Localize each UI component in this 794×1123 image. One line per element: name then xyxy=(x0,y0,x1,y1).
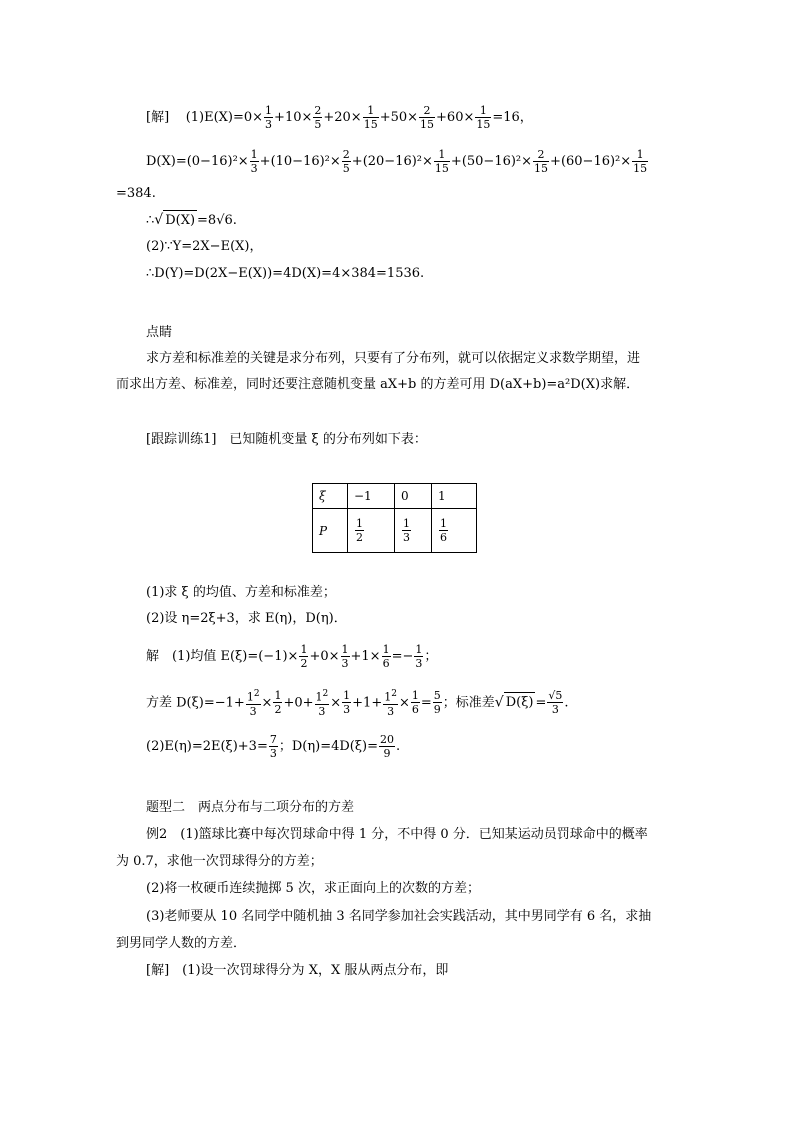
practice-question-1: (1)求 ξ 的均值、方差和标准差； xyxy=(146,585,336,600)
solution-line-2: D(X)=(0−16)²× $\frac{1}{3}$ +(10−16)²× $\frac{2}{5}$ +(20−16)²× $\frac{1}{15}$ +(50−16)²× $\frac{2}{15}$ +(60−16)²× $\frac{1}{15}$ xyxy=(146,148,648,175)
table-cell: −1 xyxy=(348,484,395,509)
dianjing-paragraph-1: 求方差和标准差的关键是求分布列，只要有了分布列，就可以依据定义求数学期望，进 xyxy=(146,351,641,366)
dianjing-paragraph-2: 而求出方差、标准差，同时还要注意随机变量 aX+b 的方差可用 D(aX+b)=a²D(X)求解． xyxy=(116,377,640,392)
practice-answer-1: 解 (1)均值 E(ξ)=(−1)× $\frac{1}{2}$ +0× $\frac{1}{3}$ +1× $\frac{1}{6}$ =− $\frac{1}{3}$ ； xyxy=(146,643,438,670)
example-line-4: (3)老师要从 10 名同学中随机抽 3 名同学参加社会实践活动，其中男同学有 6 名，求抽 xyxy=(146,909,652,924)
distribution-table xyxy=(312,483,477,553)
solution-line-4: ∴√ D(X) =8√6. xyxy=(146,210,237,231)
example-line-2: 为 0.7，求他一次罚球得分的方差； xyxy=(116,854,323,869)
fraction: $\frac{1}{15}$ xyxy=(363,104,378,131)
table-cell: P xyxy=(313,509,348,553)
table-cell: $\frac{1}{6}$ xyxy=(432,509,477,553)
practice-title: [跟踪训练1] 已知随机变量 ξ 的分布列如下表： xyxy=(146,432,427,447)
section-title: 题型二 两点分布与二项分布的方差 xyxy=(146,800,355,815)
practice-answer-3: (2)E(η)=2E(ξ)+3= $\frac{7}{3}$ ；D(η)=4D(ξ)= $\frac{20}{9}$ . xyxy=(146,733,401,760)
solution-line-5: (2)∵Y=2X−E(X)， xyxy=(146,239,263,254)
fraction: $\frac{2}{15}$ xyxy=(420,104,435,131)
practice-question-2: (2)设 η=2ξ+3，求 E(η)，D(η)． xyxy=(146,611,347,626)
fraction: $\frac{1}{3}$ xyxy=(265,104,273,131)
example-solution-line-1: [解] (1)设一次罚球得分为 X，X 服从两点分布，即 xyxy=(146,963,449,978)
solution-line-6: ∴D(Y)=D(2X−E(X))=4D(X)=4×384=1536. xyxy=(146,266,425,281)
table-cell: 1 xyxy=(432,484,477,509)
solution-line-3: =384. xyxy=(116,186,156,201)
table-cell: $\frac{1}{3}$ xyxy=(395,509,432,553)
table-cell: $\frac{1}{2}$ xyxy=(348,509,395,553)
table-cell: ξ xyxy=(313,484,348,509)
table-row xyxy=(313,484,477,509)
fraction: $\frac{2}{5}$ xyxy=(314,104,322,131)
fraction: $\frac{1}{15}$ xyxy=(476,104,491,131)
table-cell: 0 xyxy=(395,484,432,509)
example-line-1: 例2 (1)篮球比赛中每次罚球命中得 1 分，不中得 0 分．已知某运动员罚球命中的概率 xyxy=(146,827,648,842)
solution-tag: [解] xyxy=(146,110,170,125)
dianjing-title: 点睛 xyxy=(146,325,173,340)
example-line-5: 到男同学人数的方差． xyxy=(116,936,247,951)
example-line-3: (2)将一枚硬币连续抛掷 5 次，求正面向上的次数的方差； xyxy=(146,881,480,896)
practice-answer-2: 方差 D(ξ)=−1+ $\frac{1^2}{3}$ × $\frac{1}{2}$ +0+ $\frac{1^2}{3}$ × $\frac{1}{3}$ +1+ $\frac{1^2}{3}$ × $\frac{1}{6}$ = $\frac{5}{9}$ ；标准差√ D(ξ) = $\frac{√5}{3}$ . xyxy=(146,689,569,718)
solution-line-1: [解] (1)E(X)=0× $\frac{1}{3}$ +10× $\frac{2}{5}$ +20× $\frac{1}{15}$ +50× $\frac{2}{15}$ +60× $\frac{1}{15}$ =16， xyxy=(146,104,533,131)
table-row xyxy=(313,509,477,553)
